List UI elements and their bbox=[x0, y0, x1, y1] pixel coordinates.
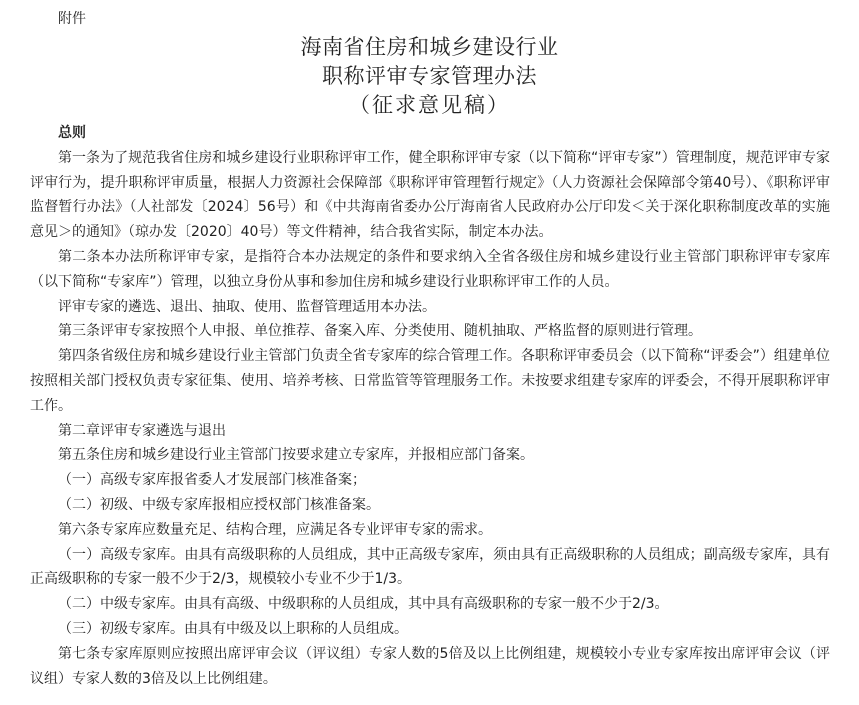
document-body bbox=[30, 121, 830, 691]
article-5-paragraph: 第五条住房和城乡建设行业主管部门按要求建立专家库，并报相应部门备案。 bbox=[58, 447, 534, 464]
article-6-item-2: （二）中级专家库。由具有高级、中级职称的人员组成，其中具有高级职称的专家一般不少于2/3。 bbox=[58, 596, 669, 613]
article-7-paragraph: 第七条专家库原则应按照出席评审会议（评议组）专家人数的5倍及以上比例组建，规模较小专业专家库按出席评审会议（评议组）专家人数的3倍及以上比例组建。 bbox=[30, 645, 830, 687]
article-6-item-1: （一）高级专家库。由具有高级职称的人员组成，其中正高级专家库，须由具有正高级职称的人员组成；副高级专家库，具有正高级职称的专家一般不少于2/3，规模较小专业不少于1/3。 bbox=[30, 546, 830, 588]
attachment-label: 附件 bbox=[58, 11, 86, 27]
document-title-line-1: 海南省住房和城乡建设行业 bbox=[300, 35, 559, 59]
chapter-2-heading: 第二章评审专家遴选与退出 bbox=[58, 422, 226, 439]
article-6-paragraph: 第六条专家库应数量充足、结构合理，应满足各专业评审专家的需求。 bbox=[58, 521, 492, 538]
scope-paragraph: 评审专家的遴选、退出、抽取、使用、监督管理适用本办法。 bbox=[58, 298, 436, 315]
document-title-line-2: 职称评审专家管理办法 bbox=[322, 64, 537, 88]
document-title-line-3: （征求意见稿） bbox=[349, 93, 510, 117]
article-2-paragraph: 第二条本办法所称评审专家，是指符合本办法规定的条件和要求纳入全省各级住房和城乡建设行业主管部门职称评审专家库（以下简称“专家库”）管理，以独立身份从事和参加住房和城乡建设行业职称评审工作的人员。 bbox=[30, 248, 830, 290]
article-5-item-1: （一）高级专家库报省委人才发展部门核准备案； bbox=[58, 472, 366, 489]
article-6-item-3: （三）初级专家库。由具有中级及以上职称的人员组成。 bbox=[58, 620, 408, 637]
article-1-paragraph: 第一条为了规范我省住房和城乡建设行业职称评审工作，健全职称评审专家（以下简称“评审专家”）管理制度，规范评审专家评审行为，提升职称评审质量，根据人力资源社会保障部《职称评审管理暂行规定》（人力资源社会保障部令第40号）、《职称评审监督暂行办法》（人社部发〔2024〕56号）和《中共海南省委办公厅海南省人民政府办公厅印发＜关于深化职称制度改革的实施意见＞的通知》（琼办发〔2020〕40号）等文件精神，结合我省实际，制定本办法。 bbox=[30, 149, 830, 241]
article-5-item-2: （二）初级、中级专家库报相应授权部门核准备案。 bbox=[58, 496, 380, 513]
article-4-paragraph: 第四条省级住房和城乡建设行业主管部门负责全省专家库的综合管理工作。各职称评审委员会（以下简称“评委会”）组建单位按照相关部门授权负责专家征集、使用、培养考核、日常监管等管理服务工作。未按要求组建专家库的评委会，不得开展职称评审工作。 bbox=[30, 348, 830, 414]
section-heading-general: 总则 bbox=[58, 125, 86, 141]
article-3-paragraph: 第三条评审专家按照个人申报、单位推荐、备案入库、分类使用、随机抽取、严格监督的原则进行管理。 bbox=[58, 323, 702, 340]
